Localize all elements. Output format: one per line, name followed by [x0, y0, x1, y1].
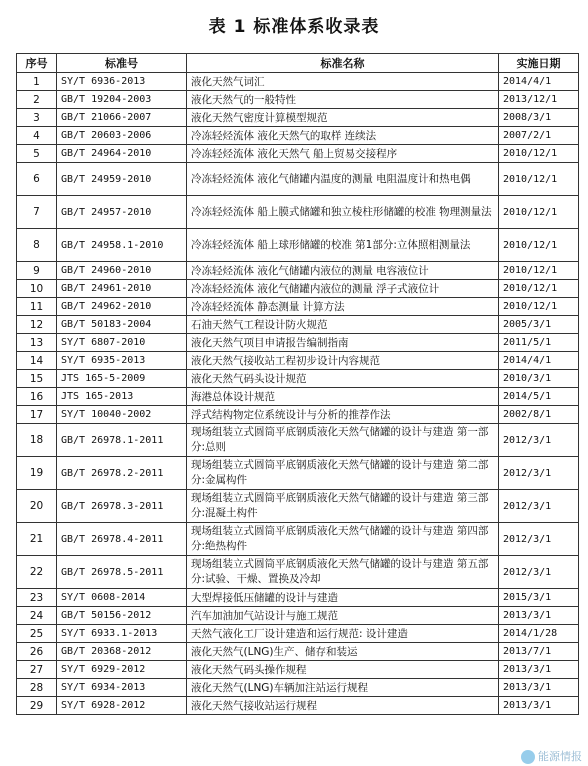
watermark	[521, 748, 582, 764]
standard-number: GB/T 50156-2012	[57, 607, 187, 625]
standard-number: GB/T 24962-2010	[57, 298, 187, 316]
standard-name: 液化天然气(LNG)生产、储存和装运	[187, 643, 499, 661]
table-row	[17, 556, 579, 589]
column-header-standard-no: 标准号	[57, 54, 187, 73]
row-number: 1	[17, 73, 57, 91]
table-row	[17, 298, 579, 316]
implementation-date: 2013/7/1	[499, 643, 579, 661]
row-number: 14	[17, 352, 57, 370]
implementation-date: 2010/3/1	[499, 370, 579, 388]
row-number: 6	[17, 163, 57, 196]
implementation-date: 2013/3/1	[499, 697, 579, 715]
standard-number: GB/T 20603-2006	[57, 127, 187, 145]
implementation-date: 2013/3/1	[499, 607, 579, 625]
standard-number: SY/T 6935-2013	[57, 352, 187, 370]
table-row	[17, 109, 579, 127]
standard-number: GB/T 24958.1-2010	[57, 229, 187, 262]
implementation-date: 2015/3/1	[499, 589, 579, 607]
table-row	[17, 334, 579, 352]
implementation-date: 2013/3/1	[499, 661, 579, 679]
standard-number: SY/T 6936-2013	[57, 73, 187, 91]
implementation-date: 2013/12/1	[499, 91, 579, 109]
standard-name: 冷冻轻烃流体 船上球形储罐的校准 第1部分:立体照相测量法	[187, 229, 499, 262]
implementation-date: 2005/3/1	[499, 316, 579, 334]
implementation-date: 2010/12/1	[499, 196, 579, 229]
row-number: 13	[17, 334, 57, 352]
standard-name: 汽车加油加气站设计与施工规范	[187, 607, 499, 625]
standard-name: 液化天然气词汇	[187, 73, 499, 91]
standard-number: SY/T 6807-2010	[57, 334, 187, 352]
table-row	[17, 625, 579, 643]
standard-number: GB/T 26978.2-2011	[57, 457, 187, 490]
implementation-date: 2014/4/1	[499, 352, 579, 370]
standard-name: 液化天然气项目申请报告编制指南	[187, 334, 499, 352]
table-row	[17, 424, 579, 457]
standard-number: GB/T 19204-2003	[57, 91, 187, 109]
implementation-date: 2011/5/1	[499, 334, 579, 352]
table-row	[17, 352, 579, 370]
standard-name: 天然气液化工厂设计建造和运行规范: 设计建造	[187, 625, 499, 643]
row-number: 10	[17, 280, 57, 298]
row-number: 23	[17, 589, 57, 607]
implementation-date: 2013/3/1	[499, 679, 579, 697]
table-row	[17, 607, 579, 625]
standard-number: JTS 165-5-2009	[57, 370, 187, 388]
implementation-date: 2010/12/1	[499, 280, 579, 298]
standard-name: 现场组装立式圆筒平底钢质液化天然气储罐的设计与建造 第五部分:试验、干燥、置换及冷却	[187, 556, 499, 589]
row-number: 18	[17, 424, 57, 457]
table-row	[17, 91, 579, 109]
standard-name: 现场组装立式圆筒平底钢质液化天然气储罐的设计与建造 第四部分:绝热构件	[187, 523, 499, 556]
implementation-date: 2010/12/1	[499, 163, 579, 196]
row-number: 21	[17, 523, 57, 556]
table-row	[17, 145, 579, 163]
standard-number: GB/T 50183-2004	[57, 316, 187, 334]
standard-number: GB/T 21066-2007	[57, 109, 187, 127]
implementation-date: 2014/1/28	[499, 625, 579, 643]
row-number: 19	[17, 457, 57, 490]
table-row	[17, 196, 579, 229]
standards-table	[16, 53, 579, 715]
row-number: 5	[17, 145, 57, 163]
standard-name: 现场组装立式圆筒平底钢质液化天然气储罐的设计与建造 第一部分:总则	[187, 424, 499, 457]
standard-name: 冷冻轻烃流体 液化气储罐内液位的测量 浮子式液位计	[187, 280, 499, 298]
table-row	[17, 490, 579, 523]
row-number: 11	[17, 298, 57, 316]
row-number: 26	[17, 643, 57, 661]
row-number: 8	[17, 229, 57, 262]
table-row	[17, 229, 579, 262]
column-header-date: 实施日期	[499, 54, 579, 73]
implementation-date: 2010/12/1	[499, 262, 579, 280]
table-row	[17, 388, 579, 406]
implementation-date: 2002/8/1	[499, 406, 579, 424]
standard-number: SY/T 6928-2012	[57, 697, 187, 715]
standard-number: GB/T 24964-2010	[57, 145, 187, 163]
standard-number: GB/T 24959-2010	[57, 163, 187, 196]
standard-name: 冷冻轻烃流体 液化气储罐内温度的测量 电阻温度计和热电偶	[187, 163, 499, 196]
table-row	[17, 262, 579, 280]
row-number: 24	[17, 607, 57, 625]
implementation-date: 2012/3/1	[499, 424, 579, 457]
standard-name: 现场组装立式圆筒平底钢质液化天然气储罐的设计与建造 第三部分:混凝土构件	[187, 490, 499, 523]
row-number: 15	[17, 370, 57, 388]
implementation-date: 2010/12/1	[499, 229, 579, 262]
column-header-no: 序号	[17, 54, 57, 73]
implementation-date: 2007/2/1	[499, 127, 579, 145]
standard-number: GB/T 26978.3-2011	[57, 490, 187, 523]
implementation-date: 2008/3/1	[499, 109, 579, 127]
standard-name: 现场组装立式圆筒平底钢质液化天然气储罐的设计与建造 第二部分:金属构件	[187, 457, 499, 490]
table-row	[17, 697, 579, 715]
table-row	[17, 127, 579, 145]
row-number: 28	[17, 679, 57, 697]
implementation-date: 2012/3/1	[499, 556, 579, 589]
row-number: 3	[17, 109, 57, 127]
row-number: 4	[17, 127, 57, 145]
standard-name: 冷冻轻烃流体 液化气储罐内液位的测量 电容液位计	[187, 262, 499, 280]
standard-name: 液化天然气(LNG)车辆加注站运行规程	[187, 679, 499, 697]
standard-number: SY/T 6933.1-2013	[57, 625, 187, 643]
table-row	[17, 163, 579, 196]
implementation-date: 2010/12/1	[499, 298, 579, 316]
standard-number: GB/T 24960-2010	[57, 262, 187, 280]
table-row	[17, 370, 579, 388]
standard-number: GB/T 26978.1-2011	[57, 424, 187, 457]
logo-icon	[521, 750, 535, 764]
table-row	[17, 280, 579, 298]
implementation-date: 2012/3/1	[499, 457, 579, 490]
standard-name: 大型焊接低压储罐的设计与建造	[187, 589, 499, 607]
row-number: 20	[17, 490, 57, 523]
standard-number: GB/T 26978.5-2011	[57, 556, 187, 589]
standard-name: 冷冻轻烃流体 液化天然气的取样 连续法	[187, 127, 499, 145]
row-number: 7	[17, 196, 57, 229]
standard-name: 石油天然气工程设计防火规范	[187, 316, 499, 334]
table-header-row	[17, 54, 579, 73]
implementation-date: 2010/12/1	[499, 145, 579, 163]
standard-name: 海港总体设计规范	[187, 388, 499, 406]
row-number: 29	[17, 697, 57, 715]
table-row	[17, 523, 579, 556]
standard-number: SY/T 6929-2012	[57, 661, 187, 679]
column-header-standard-name: 标准名称	[187, 54, 499, 73]
table-row	[17, 589, 579, 607]
table-row	[17, 661, 579, 679]
standard-name: 浮式结构物定位系统设计与分析的推荐作法	[187, 406, 499, 424]
standard-name: 冷冻轻烃流体 液化天然气 船上贸易交接程序	[187, 145, 499, 163]
standard-name: 液化天然气接收站运行规程	[187, 697, 499, 715]
row-number: 2	[17, 91, 57, 109]
standard-name: 液化天然气密度计算模型规范	[187, 109, 499, 127]
standard-number: GB/T 26978.4-2011	[57, 523, 187, 556]
standard-number: SY/T 0608-2014	[57, 589, 187, 607]
row-number: 22	[17, 556, 57, 589]
table-row	[17, 406, 579, 424]
watermark-text: 能源情报	[538, 750, 582, 763]
standard-number: GB/T 20368-2012	[57, 643, 187, 661]
table-row	[17, 679, 579, 697]
row-number: 16	[17, 388, 57, 406]
standard-name: 冷冻轻烃流体 静态测量 计算方法	[187, 298, 499, 316]
table-row	[17, 643, 579, 661]
row-number: 27	[17, 661, 57, 679]
standard-number: SY/T 10040-2002	[57, 406, 187, 424]
row-number: 9	[17, 262, 57, 280]
standard-name: 液化天然气的一般特性	[187, 91, 499, 109]
standard-name: 液化天然气码头操作规程	[187, 661, 499, 679]
implementation-date: 2012/3/1	[499, 490, 579, 523]
table-title: 表 1 标准体系收录表	[208, 17, 380, 37]
implementation-date: 2014/4/1	[499, 73, 579, 91]
standard-number: GB/T 24957-2010	[57, 196, 187, 229]
standard-number: JTS 165-2013	[57, 388, 187, 406]
table-row	[17, 316, 579, 334]
row-number: 25	[17, 625, 57, 643]
standard-name: 液化天然气码头设计规范	[187, 370, 499, 388]
table-row	[17, 457, 579, 490]
implementation-date: 2014/5/1	[499, 388, 579, 406]
standard-number: GB/T 24961-2010	[57, 280, 187, 298]
row-number: 12	[17, 316, 57, 334]
standard-name: 冷冻轻烃流体 船上膜式储罐和独立棱柱形储罐的校准 物理测量法	[187, 196, 499, 229]
implementation-date: 2012/3/1	[499, 523, 579, 556]
standard-name: 液化天然气接收站工程初步设计内容规范	[187, 352, 499, 370]
table-row	[17, 73, 579, 91]
standard-number: SY/T 6934-2013	[57, 679, 187, 697]
row-number: 17	[17, 406, 57, 424]
